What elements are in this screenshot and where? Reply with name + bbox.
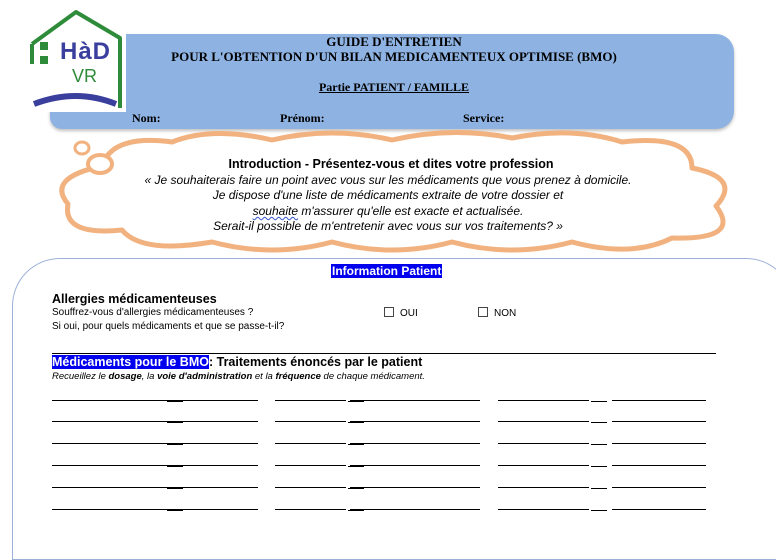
med-entry-separator — [591, 444, 607, 445]
intro-line-4: Serait-il possible de m'entretenir avec vous sur vos traitements? » — [213, 219, 563, 233]
had-vr-logo — [26, 8, 126, 112]
med-entry-line[interactable] — [130, 421, 258, 422]
logo-text-had: HàD — [60, 38, 112, 65]
allergies-title: Allergies médicamenteuses — [52, 292, 217, 306]
med-entry-separator — [167, 510, 183, 511]
med-entry-line[interactable] — [350, 443, 480, 444]
med-entry-line[interactable] — [612, 421, 706, 422]
med-entry-separator — [167, 422, 183, 423]
med-entry-separator — [167, 488, 183, 489]
med-entry-separator — [348, 444, 364, 445]
med-entry-line[interactable] — [275, 443, 346, 444]
med-entry-separator — [348, 466, 364, 467]
allergies-followup: Si oui, pour quels médicaments et que se passe-t-il? — [52, 321, 285, 332]
med-entry-line[interactable] — [498, 465, 589, 466]
instr-text-1: Recueillez le — [52, 371, 109, 382]
meds-title-highlight: Médicaments pour le BMO — [52, 355, 209, 369]
allergies-answer-line[interactable] — [52, 353, 716, 354]
med-entry-line[interactable] — [498, 487, 589, 488]
oui-label: OUI — [400, 308, 418, 319]
meds-title — [52, 355, 422, 369]
med-entry-line[interactable] — [130, 509, 258, 510]
med-entry-line[interactable] — [350, 509, 480, 510]
med-entry-line[interactable] — [498, 509, 589, 510]
med-entry-separator — [591, 488, 607, 489]
med-entry-line[interactable] — [275, 465, 346, 466]
med-entry-separator — [348, 488, 364, 489]
instr-text-3: et la — [252, 371, 276, 382]
intro-line-3 — [0, 204, 776, 218]
service-label: Service: — [463, 111, 505, 125]
med-entry-separator — [591, 401, 607, 402]
prenom-label: Prénom: — [280, 111, 325, 125]
med-entry-line[interactable] — [130, 400, 258, 401]
med-entry-separator — [591, 466, 607, 467]
non-label: NON — [494, 308, 517, 319]
med-entry-line[interactable] — [130, 465, 258, 466]
med-entry-line[interactable] — [275, 421, 346, 422]
med-entry-separator — [591, 510, 607, 511]
oui-checkbox[interactable] — [384, 307, 394, 317]
med-entry-line[interactable] — [130, 487, 258, 488]
med-entry-line[interactable] — [130, 443, 258, 444]
med-entry-line[interactable] — [350, 465, 480, 466]
med-entry-line[interactable] — [612, 400, 706, 401]
med-entry-line[interactable] — [350, 400, 480, 401]
intro-word-souhaite: souhaite — [252, 204, 298, 218]
med-entry-separator — [167, 401, 183, 402]
med-entry-line[interactable] — [275, 509, 346, 510]
med-entry-line[interactable] — [612, 443, 706, 444]
instr-dosage: dosage — [108, 371, 142, 382]
med-entry-line[interactable] — [612, 509, 706, 510]
meds-instructions — [52, 371, 425, 382]
med-entry-line[interactable] — [612, 487, 706, 488]
intro-title: Introduction - Présentez-vous et dites votre profession — [228, 157, 554, 171]
med-entry-line[interactable] — [350, 487, 480, 488]
instr-text-4: de chaque médicament. — [320, 371, 425, 382]
intro-line-1: « Je souhaiterais faire un point avec vous sur les médicaments que vous prenez à domicile. — [144, 173, 632, 187]
instr-frequence: fréquence — [275, 371, 321, 382]
non-checkbox[interactable] — [478, 307, 488, 317]
intro-line-3-rest: m'assurer qu'elle est exacte et actualisée. — [298, 204, 524, 218]
med-entry-separator — [348, 510, 364, 511]
med-entry-line[interactable] — [498, 400, 589, 401]
med-entry-line[interactable] — [275, 400, 346, 401]
med-entry-line[interactable] — [350, 421, 480, 422]
med-entry-line[interactable] — [275, 487, 346, 488]
logo-text-vr: VR — [72, 66, 98, 86]
oui-option[interactable] — [384, 307, 418, 319]
document-title-line2: POUR L'OBTENTION D'UN BILAN MEDICAMENTEUX OPTIMISE (BMO) — [171, 49, 617, 64]
instr-voie: voie d'administration — [157, 371, 253, 382]
allergies-question: Souffrez-vous d'allergies médicamenteuses ? — [52, 307, 254, 318]
non-option[interactable] — [478, 307, 516, 319]
document-part: Partie PATIENT / FAMILLE — [318, 80, 470, 94]
med-entry-separator — [167, 444, 183, 445]
nom-label: Nom: — [132, 111, 161, 125]
meds-title-rest: : Traitements énoncés par le patient — [208, 355, 423, 369]
document-title-line1: GUIDE D'ENTRETIEN — [326, 34, 462, 49]
intro-line-2: Je dispose d'une liste de médicaments extraite de votre dossier et — [212, 188, 564, 202]
med-entry-line[interactable] — [498, 421, 589, 422]
med-entry-separator — [167, 466, 183, 467]
patient-section-title: Information Patient — [332, 264, 442, 278]
instr-text-2: , la — [141, 371, 158, 382]
med-entry-line[interactable] — [498, 443, 589, 444]
med-entry-separator — [348, 422, 364, 423]
med-entry-separator — [348, 401, 364, 402]
med-entry-line[interactable] — [612, 465, 706, 466]
med-entry-separator — [591, 422, 607, 423]
